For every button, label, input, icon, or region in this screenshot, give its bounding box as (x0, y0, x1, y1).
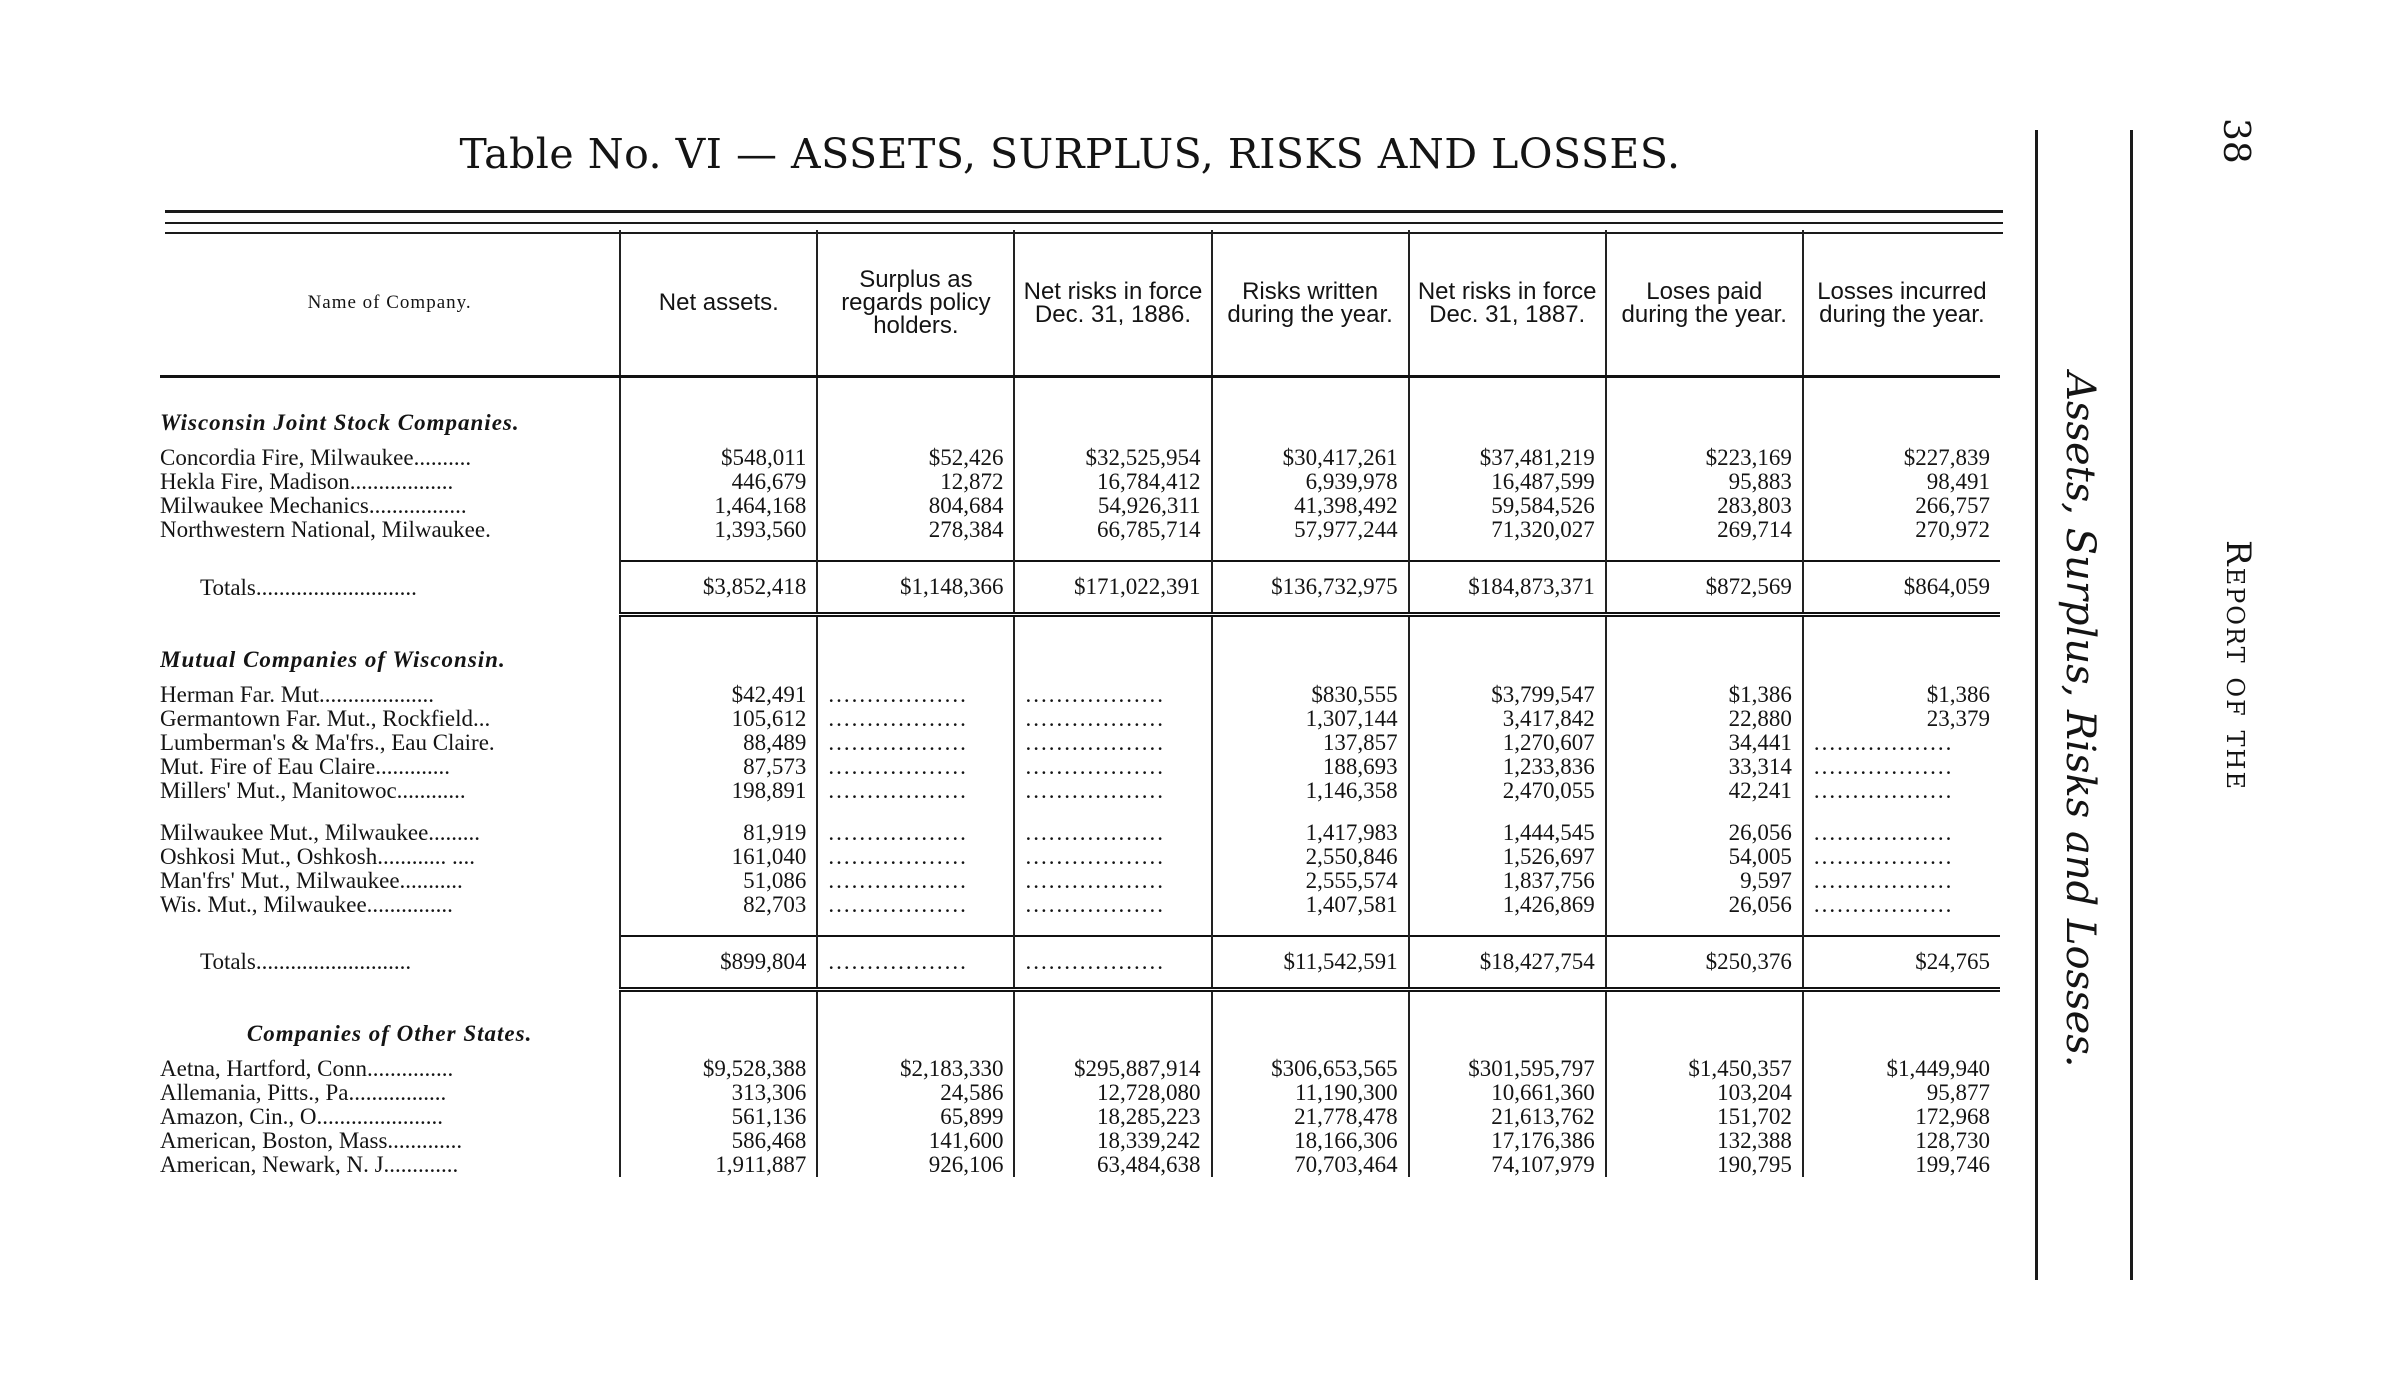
value-cell: .................. (1014, 731, 1211, 755)
value-cell: .................. (817, 845, 1014, 869)
value-cell: $30,417,261 (1212, 446, 1409, 470)
value-cell: 24,586 (817, 1081, 1014, 1105)
table-row (160, 731, 2000, 755)
value-cell: .................. (1803, 755, 2000, 779)
company-name-cell: Aetna, Hartford, Conn............... (160, 1057, 454, 1081)
value-cell: 26,056 (1606, 821, 1803, 845)
value-cell: 105,612 (620, 707, 817, 731)
value-cell: 54,005 (1606, 845, 1803, 869)
value-cell: .................. (1803, 779, 2000, 803)
empty-cell (1606, 803, 1803, 821)
empty-cell (620, 803, 817, 821)
assets-table (160, 230, 2000, 1177)
empty-cell (620, 989, 817, 1057)
value-cell: $9,528,388 (620, 1057, 817, 1081)
company-name-cell: Herman Far. Mut.................... (160, 682, 435, 707)
empty-cell (1212, 615, 1409, 683)
empty-cell (1606, 615, 1803, 683)
value-cell: .................. (1014, 936, 1211, 990)
company-name-cell: Milwaukee Mechanics................. (160, 494, 467, 518)
empty-cell (1803, 917, 2000, 936)
value-cell: $24,765 (1803, 936, 2000, 990)
table-row (160, 1081, 2000, 1105)
value-cell: $171,022,391 (1014, 561, 1211, 615)
value-cell: $32,525,954 (1014, 446, 1211, 470)
table-title: Table No. VI — ASSETS, SURPLUS, RISKS AND LOSSES. (459, 130, 1681, 178)
spacer-row (160, 803, 2000, 821)
value-cell: 1,526,697 (1409, 845, 1606, 869)
value-cell: $184,873,371 (1409, 561, 1606, 615)
value-cell: $1,148,366 (817, 561, 1014, 615)
value-cell: $864,059 (1803, 561, 2000, 615)
table-row (160, 755, 2000, 779)
running-head: Report of the (2218, 540, 2258, 791)
empty-cell (1606, 377, 1803, 447)
value-cell: 137,857 (1212, 731, 1409, 755)
empty-cell (1803, 803, 2000, 821)
value-cell: 22,880 (1606, 707, 1803, 731)
value-cell: 190,795 (1606, 1153, 1803, 1177)
company-name-cell: Millers' Mut., Manitowoc............ (160, 778, 466, 803)
value-cell: 59,584,526 (1409, 494, 1606, 518)
empty-cell (1803, 615, 2000, 683)
value-cell: .................. (1014, 779, 1211, 803)
value-cell: 66,785,714 (1014, 518, 1211, 542)
value-cell: 1,911,887 (620, 1153, 817, 1177)
table-row (160, 707, 2000, 731)
wisconsin-section (160, 377, 2000, 615)
empty-cell (1014, 803, 1211, 821)
section-heading: Companies of Other States. (246, 1021, 533, 1046)
value-cell: 9,597 (1606, 869, 1803, 893)
title-rule-1 (165, 210, 2003, 213)
col-header-losses-paid: Loses paid during the year. (1606, 230, 1803, 377)
company-name-cell: Germantown Far. Mut., Rockfield... (160, 706, 491, 731)
value-cell: 21,778,478 (1212, 1105, 1409, 1129)
empty-cell (1409, 989, 1606, 1057)
empty-cell (817, 917, 1014, 936)
empty-cell (1212, 989, 1409, 1057)
empty-cell (1409, 542, 1606, 561)
value-cell: $11,542,591 (1212, 936, 1409, 990)
value-cell: $301,595,797 (1409, 1057, 1606, 1081)
value-cell: 270,972 (1803, 518, 2000, 542)
table-row (160, 845, 2000, 869)
value-cell: 199,746 (1803, 1153, 2000, 1177)
table-row (160, 518, 2000, 542)
company-name-cell: Wis. Mut., Milwaukee............... (160, 892, 453, 917)
value-cell: 151,702 (1606, 1105, 1803, 1129)
empty-cell (1212, 542, 1409, 561)
value-cell: $3,799,547 (1409, 683, 1606, 707)
value-cell: 926,106 (817, 1153, 1014, 1177)
empty-cell (1606, 917, 1803, 936)
value-cell: $1,450,357 (1606, 1057, 1803, 1081)
value-cell: $306,653,565 (1212, 1057, 1409, 1081)
value-cell: 82,703 (620, 893, 817, 917)
value-cell: .................. (1014, 869, 1211, 893)
value-cell: 98,491 (1803, 470, 2000, 494)
section-heading-row (160, 989, 2000, 1057)
value-cell: 70,703,464 (1212, 1153, 1409, 1177)
empty-cell (1606, 989, 1803, 1057)
value-cell: .................. (1803, 821, 2000, 845)
empty-cell (817, 377, 1014, 447)
value-cell: 11,190,300 (1212, 1081, 1409, 1105)
empty-cell (1803, 989, 2000, 1057)
value-cell: 2,550,846 (1212, 845, 1409, 869)
value-cell: .................. (1014, 821, 1211, 845)
value-cell: $1,449,940 (1803, 1057, 2000, 1081)
company-name-cell: American, Boston, Mass............. (160, 1129, 463, 1153)
company-name-cell: Man'frs' Mut., Milwaukee........... (160, 868, 463, 893)
totals-row (160, 936, 2000, 990)
col-header-surplus: Surplus as regards policy holders. (817, 230, 1014, 377)
value-cell: .................. (1803, 869, 2000, 893)
value-cell: .................. (817, 755, 1014, 779)
value-cell: 1,464,168 (620, 494, 817, 518)
value-cell: 33,314 (1606, 755, 1803, 779)
value-cell: 2,470,055 (1409, 779, 1606, 803)
value-cell: $223,169 (1606, 446, 1803, 470)
value-cell: .................. (1014, 845, 1211, 869)
section-heading-row (160, 615, 2000, 683)
value-cell: .................. (817, 707, 1014, 731)
value-cell: .................. (1014, 707, 1211, 731)
company-name-cell: Milwaukee Mut., Milwaukee......... (160, 820, 481, 845)
value-cell: 16,487,599 (1409, 470, 1606, 494)
value-cell: 21,613,762 (1409, 1105, 1606, 1129)
value-cell: 16,784,412 (1014, 470, 1211, 494)
value-cell: .................. (817, 731, 1014, 755)
empty-cell (1014, 377, 1211, 447)
table-row (160, 821, 2000, 845)
table-row (160, 1105, 2000, 1129)
value-cell: 51,086 (620, 869, 817, 893)
title-rule-2 (165, 222, 2003, 224)
value-cell: 65,899 (817, 1105, 1014, 1129)
value-cell: $1,386 (1606, 683, 1803, 707)
value-cell: .................. (1803, 731, 2000, 755)
empty-cell (1014, 615, 1211, 683)
value-cell: 561,136 (620, 1105, 817, 1129)
other-states-section (160, 989, 2000, 1177)
value-cell: 1,417,983 (1212, 821, 1409, 845)
value-cell: 23,379 (1803, 707, 2000, 731)
company-name-cell: Mut. Fire of Eau Claire............. (160, 754, 451, 779)
empty-cell (1409, 803, 1606, 821)
table-row (160, 779, 2000, 803)
value-cell: 10,661,360 (1409, 1081, 1606, 1105)
page-number: 38 (2215, 118, 2256, 164)
value-cell: 283,803 (1606, 494, 1803, 518)
empty-cell (817, 803, 1014, 821)
table-row (160, 1153, 2000, 1177)
value-cell: 3,417,842 (1409, 707, 1606, 731)
value-cell: 188,693 (1212, 755, 1409, 779)
value-cell: 103,204 (1606, 1081, 1803, 1105)
value-cell: 88,489 (620, 731, 817, 755)
value-cell: 74,107,979 (1409, 1153, 1606, 1177)
value-cell: 54,926,311 (1014, 494, 1211, 518)
value-cell: .................. (1803, 893, 2000, 917)
table-row (160, 869, 2000, 893)
empty-cell (1409, 615, 1606, 683)
value-cell: 42,241 (1606, 779, 1803, 803)
value-cell: 1,307,144 (1212, 707, 1409, 731)
table-row (160, 470, 2000, 494)
value-cell: $872,569 (1606, 561, 1803, 615)
table-row (160, 494, 2000, 518)
value-cell: 95,877 (1803, 1081, 2000, 1105)
empty-cell (160, 542, 620, 561)
empty-cell (817, 615, 1014, 683)
margin-rule-right (2130, 130, 2133, 1280)
value-cell: 18,166,306 (1212, 1129, 1409, 1153)
value-cell: 1,837,756 (1409, 869, 1606, 893)
value-cell: .................. (817, 869, 1014, 893)
value-cell: 198,891 (620, 779, 817, 803)
empty-cell (1212, 917, 1409, 936)
value-cell: 1,233,836 (1409, 755, 1606, 779)
value-cell: $42,491 (620, 683, 817, 707)
value-cell: $830,555 (1212, 683, 1409, 707)
value-cell: 278,384 (817, 518, 1014, 542)
value-cell: 269,714 (1606, 518, 1803, 542)
col-header-risks-written: Risks written during the year. (1212, 230, 1409, 377)
spacer-row (160, 542, 2000, 561)
value-cell: $136,732,975 (1212, 561, 1409, 615)
value-cell: 57,977,244 (1212, 518, 1409, 542)
value-cell: 2,555,574 (1212, 869, 1409, 893)
col-header-net-assets: Net assets. (620, 230, 817, 377)
value-cell: .................. (1803, 845, 2000, 869)
value-cell: .................. (817, 683, 1014, 707)
empty-cell (1409, 917, 1606, 936)
empty-cell (620, 542, 817, 561)
col-header-net-risks-1887: Net risks in force Dec. 31, 1887. (1409, 230, 1606, 377)
value-cell: 172,968 (1803, 1105, 2000, 1129)
value-cell: $250,376 (1606, 936, 1803, 990)
table-row (160, 683, 2000, 707)
empty-cell (1803, 542, 2000, 561)
table-row (160, 893, 2000, 917)
value-cell: $227,839 (1803, 446, 2000, 470)
table-row (160, 1057, 2000, 1081)
value-cell: $2,183,330 (817, 1057, 1014, 1081)
empty-cell (620, 377, 817, 447)
value-cell: .................. (1014, 755, 1211, 779)
value-cell: 266,757 (1803, 494, 2000, 518)
table-row (160, 446, 2000, 470)
value-cell: 586,468 (620, 1129, 817, 1153)
value-cell: $18,427,754 (1409, 936, 1606, 990)
empty-cell (1212, 803, 1409, 821)
empty-cell (817, 989, 1014, 1057)
value-cell: 1,146,358 (1212, 779, 1409, 803)
value-cell: 41,398,492 (1212, 494, 1409, 518)
value-cell: .................. (817, 936, 1014, 990)
value-cell: 1,270,607 (1409, 731, 1606, 755)
company-name-cell: Amazon, Cin., O...................... (160, 1105, 444, 1129)
value-cell: 1,444,545 (1409, 821, 1606, 845)
totals-row (160, 561, 2000, 615)
spacer-row (160, 917, 2000, 936)
margin-rule-left (2035, 130, 2038, 1280)
value-cell: 95,883 (1606, 470, 1803, 494)
empty-cell (160, 917, 620, 936)
empty-cell (620, 615, 817, 683)
company-name-cell: Concordia Fire, Milwaukee.......... (160, 446, 472, 470)
value-cell: 446,679 (620, 470, 817, 494)
empty-cell (1014, 542, 1211, 561)
value-cell: $52,426 (817, 446, 1014, 470)
value-cell: .................. (817, 893, 1014, 917)
value-cell: 12,872 (817, 470, 1014, 494)
value-cell: $37,481,219 (1409, 446, 1606, 470)
header-row (160, 230, 2000, 377)
col-header-net-risks-1886: Net risks in force Dec. 31, 1886. (1014, 230, 1211, 377)
value-cell: .................. (1014, 683, 1211, 707)
col-header-losses-incurred: Losses incurred during the year. (1803, 230, 2000, 377)
company-name-cell: Oshkosi Mut., Oshkosh............ .... (160, 844, 476, 869)
value-cell: 1,426,869 (1409, 893, 1606, 917)
value-cell: 17,176,386 (1409, 1129, 1606, 1153)
empty-cell (1409, 377, 1606, 447)
value-cell: 81,919 (620, 821, 817, 845)
mutual-section (160, 615, 2000, 990)
value-cell: 313,306 (620, 1081, 817, 1105)
value-cell: 1,407,581 (1212, 893, 1409, 917)
value-cell: .................. (1014, 893, 1211, 917)
empty-cell (160, 803, 620, 821)
empty-cell (620, 917, 817, 936)
col-header-name: Name of Company. (160, 230, 620, 377)
value-cell: 6,939,978 (1212, 470, 1409, 494)
value-cell: 1,393,560 (620, 518, 817, 542)
value-cell: 18,285,223 (1014, 1105, 1211, 1129)
empty-cell (1606, 542, 1803, 561)
empty-cell (1212, 377, 1409, 447)
value-cell: 71,320,027 (1409, 518, 1606, 542)
value-cell: $899,804 (620, 936, 817, 990)
value-cell: 18,339,242 (1014, 1129, 1211, 1153)
company-name-cell: Totals........................... (200, 949, 412, 975)
value-cell: $295,887,914 (1014, 1057, 1211, 1081)
value-cell: 132,388 (1606, 1129, 1803, 1153)
value-cell: $3,852,418 (620, 561, 817, 615)
value-cell: 87,573 (620, 755, 817, 779)
company-name-cell: Hekla Fire, Madison.................. (160, 470, 454, 494)
value-cell: 128,730 (1803, 1129, 2000, 1153)
section-heading: Mutual Companies of Wisconsin. (160, 646, 506, 672)
section-heading: Wisconsin Joint Stock Companies. (160, 410, 520, 435)
empty-cell (1803, 377, 2000, 447)
value-cell: 12,728,080 (1014, 1081, 1211, 1105)
value-cell: 34,441 (1606, 731, 1803, 755)
company-name-cell: American, Newark, N. J............. (160, 1153, 459, 1177)
value-cell: 141,600 (817, 1129, 1014, 1153)
value-cell: 161,040 (620, 845, 817, 869)
company-name-cell: Lumberman's & Ma'frs., Eau Claire. (160, 730, 495, 755)
section-heading-row (160, 377, 2000, 447)
value-cell: .................. (817, 821, 1014, 845)
value-cell: 63,484,638 (1014, 1153, 1211, 1177)
value-cell: $1,386 (1803, 683, 2000, 707)
table-row (160, 1129, 2000, 1153)
value-cell: .................. (817, 779, 1014, 803)
company-name-cell: Allemania, Pitts., Pa................. (160, 1081, 447, 1105)
empty-cell (1014, 989, 1211, 1057)
value-cell: 26,056 (1606, 893, 1803, 917)
value-cell: $548,011 (620, 446, 817, 470)
empty-cell (1014, 917, 1211, 936)
side-title: Assets, Surplus, Risks and Losses. (2057, 372, 2103, 1068)
value-cell: 804,684 (817, 494, 1014, 518)
empty-cell (817, 542, 1014, 561)
company-name-cell: Northwestern National, Milwaukee. (160, 518, 491, 542)
company-name-cell: Totals............................ (200, 574, 417, 600)
